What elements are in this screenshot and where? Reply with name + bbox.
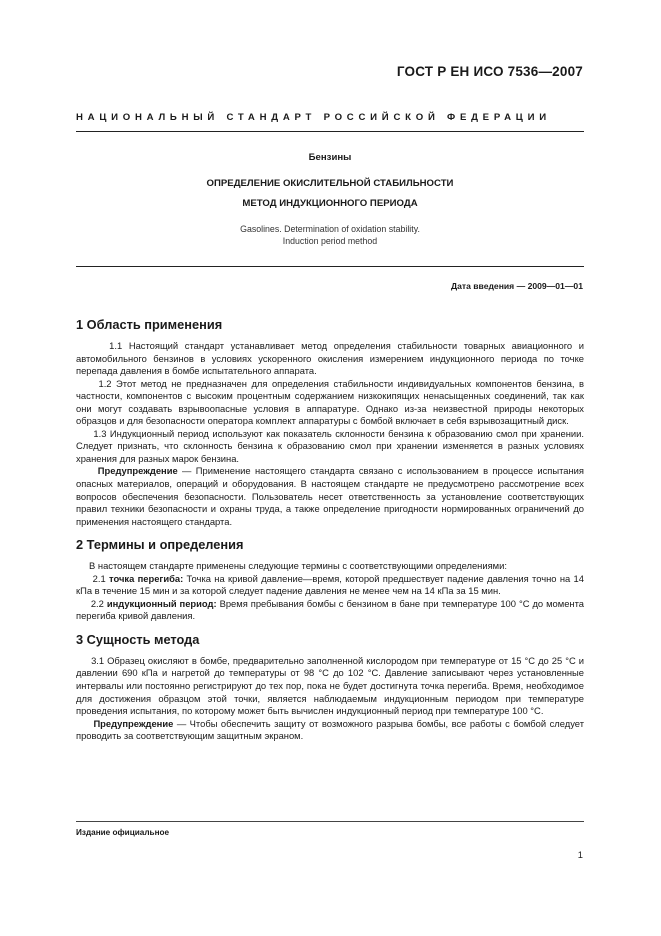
paragraph: 3.1 Образец окисляют в бомбе, предварительно заполненной кислородом при температуре от 15 °С до 25 °С и давлении 690 кПа и нагретой до температуры от 98 °С до 102 °С. Давление записывают через установленные интервалы или постоянно регистрируют до тех пор, пока не будет достигнута точка перегиба. Время, необходимое для достижения образцом этой точки, является наблюдаемым индукционным периодом при температуре проведения испытания, по которому может быть вычислен индукционный период при температуре 100 °С. bbox=[76, 654, 584, 717]
term-definition: 2.2 индукционный период: Время пребывания бомбы с бензином в бане при температуре 100 °С до момента перегиба кривой давления. bbox=[76, 597, 584, 622]
document-code: ГОСТ Р ЕН ИСО 7536—2007 bbox=[396, 64, 583, 79]
page-number: 1 bbox=[577, 849, 583, 860]
section-method-essence bbox=[76, 632, 584, 743]
warning-label: Предупреждение bbox=[97, 465, 178, 477]
paragraph: 1.1 Настоящий стандарт устанавливает метод определения стабильности товарных авиационного и автомобильного бензинов в условиях ускоренного окисления измерением индукционного периода по точке перепада давления в бомбе испытательного аппарата. bbox=[76, 340, 585, 377]
section-heading: 2 Термины и определения bbox=[76, 537, 244, 553]
edition-note: Издание официальное bbox=[76, 828, 170, 837]
section-terms bbox=[76, 537, 584, 623]
english-title-line1: Gasolines. Determination of oxidation stability. bbox=[240, 224, 420, 234]
warning-paragraph: Предупреждение — Чтобы обеспечить защиту от возможного разрыва бомбы, все работы с бомбой следует проводить за соответствующим защитным экраном. bbox=[76, 717, 584, 742]
footer-rule bbox=[76, 821, 584, 822]
top-rule bbox=[76, 131, 584, 132]
title-main: ОПРЕДЕЛЕНИЕ ОКИСЛИТЕЛЬНОЙ СТАБИЛЬНОСТИ bbox=[206, 178, 454, 189]
term-label: индукционный период: bbox=[106, 597, 217, 609]
title-subject: Бензины bbox=[308, 152, 352, 163]
term-label: точка перегиба: bbox=[108, 572, 184, 584]
warning-label: Предупреждение bbox=[93, 717, 174, 729]
section-heading: 1 Область применения bbox=[76, 317, 223, 332]
paragraph: 1.3 Индукционный период используют как показатель склонности бензина к образованию смол при хранении. Следует признать, что склонность бензина к образованию смол при хранении изменяется в разных условиях хранения для разных марок бензина. bbox=[76, 427, 584, 464]
section-heading: 3 Сущность метода bbox=[76, 631, 200, 647]
section-scope bbox=[76, 317, 584, 528]
warning-paragraph: Предупреждение — Применение настоящего стандарта связано с использованием в процессе испытания опасных материалов, операций и оборудования. В настоящем стандарте не предусмотрено рассмотрение всех вопросов обеспечения безопасности. Пользователь несет ответственность за установление соответствующих правил техники безопасности и охраны труда, а также определение пригодности нормированных ограничений до применения настоящего стандарта. bbox=[76, 465, 584, 527]
title-method: МЕТОД ИНДУКЦИОННОГО ПЕРИОДА bbox=[242, 198, 418, 209]
english-title-line2: Induction period method bbox=[282, 236, 378, 246]
paragraph: В настоящем стандарте применены следующие термины с соответствующими определениями: bbox=[89, 560, 507, 572]
effective-date: Дата введения — 2009—01—01 bbox=[450, 281, 583, 291]
middle-rule bbox=[76, 266, 584, 267]
document-body bbox=[76, 317, 584, 752]
paragraph: 1.2 Этот метод не предназначен для определения стабильности индивидуальных компонентов бензина, в частности, компонентов с высоким процентным содержанием низкокипящих ненасыщенных соединений, так как они могут создавать взрывоопасные условия в аппаратуре. Однако из-за неизвестной природы некоторых образцов и для безопасности оператора комплект аппаратуры с бомбой включает в себя взрывозащитный диск. bbox=[76, 377, 584, 427]
term-definition: 2.1 точка перегиба: Точка на кривой давление—время, которой предшествует падение давления точно на 14 кПа в течение 15 мин и за которой следует падение давления не менее чем на 14 кПа за 15 мин. bbox=[76, 572, 584, 597]
national-standard-heading: НАЦИОНАЛЬНЫЙ СТАНДАРТ РОССИЙСКОЙ ФЕДЕРАЦИИ bbox=[76, 112, 551, 123]
